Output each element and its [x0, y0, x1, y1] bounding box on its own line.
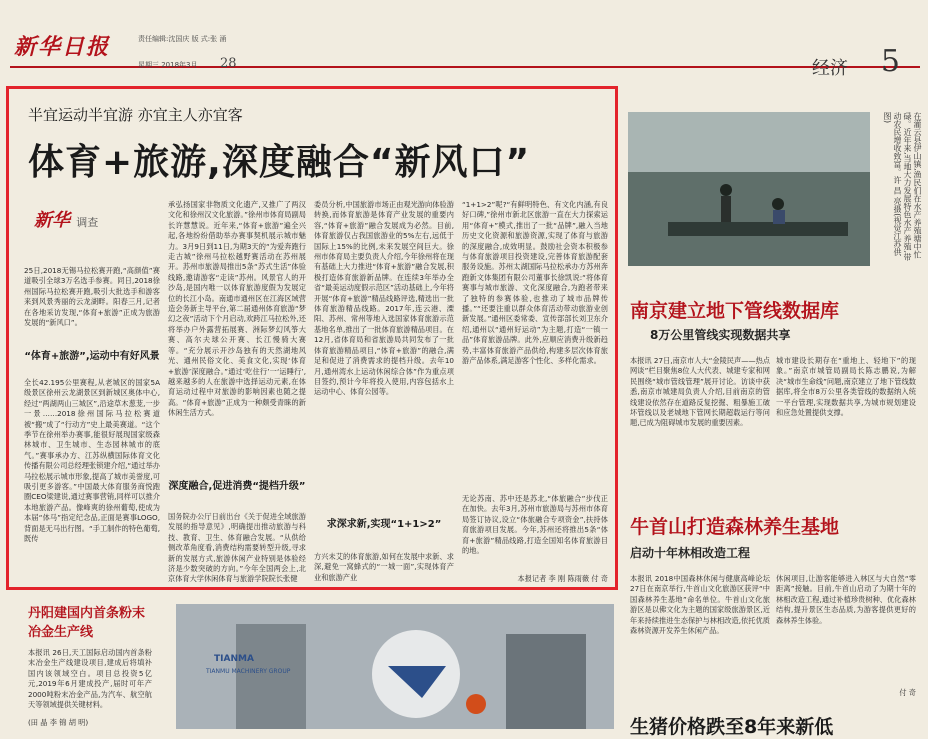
lead-kicker: 半宜运动半宜游 亦宜主人亦宜客 — [28, 106, 243, 124]
date-day: 28 — [220, 56, 237, 71]
danyang-headline: 丹阳建国内首条粉末冶金生产线 — [28, 606, 146, 640]
nanjing-pipeline-subhead: 8万公里管线实现数据共享 — [650, 328, 791, 342]
factory-logo-text: TIANMA — [214, 654, 254, 664]
lead-subhead-3: 求深求新,实现“1+1>2” — [326, 519, 442, 530]
factory-photo — [176, 604, 614, 729]
page-number: 5 — [880, 44, 900, 79]
tag-logo: 新华 — [34, 210, 70, 231]
date-line: 星期三 2018年3月 — [138, 61, 198, 69]
lead-col3-body: 委员分析,中国旅游市场正由观光游向体验游转换,而体育旅游是体育产业发展的重要内容,“体育+旅游”融合发展成为必然。目前,体育旅游仅占我国旅游业的5%左右,远低于国际上15%的比例,未来发展空间巨大。徐州市体育局主要负责人介绍,今年徐州将在现有基础上大力推进“体育+旅游”融合发展,积极打造体育旅游新品牌。在连续3年举办全省“最美运动度假示范区”活动基础上,今年将开展“体育+旅游”精品线路评选,精选出一批体育旅游精品线路。2017年,连云港、溧阳、苏州、常州等地入选国家体育旅游示范基地名单,推出了一批体育旅游精品项目。在12月,省体育局和省旅游局共同发布了一批体育旅游精品项目,“体育+旅游”的融合,满足和促进了消费需求的提档升级。去年10月,通州湾水上运动休闲综合体”作为重点项目签约,预计今年将投入使用,内容包括水上运动中心、体育公园等。 — [314, 200, 454, 397]
pig-price-headline: 生猪价格跌至8年来新低 — [630, 716, 834, 738]
lead-byline: 本报记者 李 刚 陈雨薇 付 奇 — [517, 574, 608, 583]
lead-col1-body: 全长42.195公里赛程,从老城区的国家5A级景区徐州云龙湖景区到新城区奥体中心,经过“两湖两山三城区”,沿途草木葱茏,一步一景……2018徐州国际马拉松赛道被“搬”成了“行动方”史上最美赛道。“这个季节在徐州举办赛事,能很好展现国家级森林城市、卫生城市、生态园林城市的底气。”赛事承办方、江苏纵横国际体育文化传播有限公司总经理张锁建介绍,“通过举办马拉松展示城市形象,提高了城市美誉度,可吸引更多游客。”中国最大体育服务商悦跑圈CEO梁建说,通过赛事营销,同样可以推介本地旅游产品。像峰爽的徐州葡萄,使成为本届“体马”指定纪念品,正面是赛事LOGO,背面是无马出行图。“手工制作的特色葡萄,既传 — [24, 378, 160, 544]
editor-line: 责任编辑:沈国庆 版 式:张 涌 — [138, 35, 227, 43]
lead-subhead-2: 深度融合,促进消费“提档升级” — [168, 481, 306, 492]
lead-subhead-1: “体育+旅游”,运动中有好风景 — [24, 351, 160, 362]
danyang-byline: (田 晶 李 锦 胡 明) — [28, 718, 89, 727]
lead-col2-body-b: 国务院办公厅日前出台《关于促进全域旅游发展的指导意见》,明确提出推动旅游与科技、教育、卫生、体育融合发展。“从供给侧改革角度看,消费结构需要转型升级,寻求新的发展方式,旅游休闲产业特别是体验经济是少数突破的方向。”今年全国两会上,北京体育大学休闲体育与旅游学院院长张健 — [168, 512, 306, 584]
factory-brand: TIANMU MACHINERY GROUP — [206, 668, 291, 675]
nanjing-pipeline-col-a: 本报讯 27日,南京市人大“金陵民声——热点网谈”栏目聚焦8位人大代表、城建专家和网民围绕“城市管线管理”展开讨论。访谈中获悉,南京市城建局负责人介绍,目前南京的管线建设依然存在道路反复挖掘、粗暴施工破坏管线以及老城地下管网长期超载运行等问题,已成为阻碍城市发展的重要因素。 — [630, 356, 770, 428]
nanjing-pipeline-col-b: 城市建设长期存在“重地上、轻地下”的现象。”南京市城管局副局长陈志鹏说,为解决“城市生命线”问题,南京建立了地下管线数据库,将全市8万公里各类管线的数据纳入统一平台管理,实现数据共享,为城市规划建设和应急处置提供支撑。 — [776, 356, 916, 418]
factory-illustration — [176, 604, 614, 729]
niushoushan-headline: 牛首山打造森林养生基地 — [630, 516, 840, 538]
lead-col1-intro: 25日,2018无锡马拉松赛开跑,“高颜值”赛道吸引全球3万名选手参赛。同日,2018徐州国际马拉松赛开跑,吸引大批选手和游客来到风景秀丽的云龙湖畔。阳春三月,记者在各地采访发现,“体育+旅游”正成为旅游发展的“新风口”。 — [24, 266, 160, 328]
photo-illustration — [628, 112, 870, 266]
niushoushan-byline: 付 奇 — [899, 688, 916, 697]
lead-col4-body-b: 无论苏南、苏中还是苏北,“体旅融合”步伐正在加快。去年3月,苏州市旅游局与苏州市体育局签订协议,设立“体旅融合专项资金”,扶持体育旅游项目发展。今年,苏州还将推出5条“体育+旅游”精品线路,打造全国知名体育旅游目的地。 — [462, 494, 608, 556]
fishing-photo — [628, 112, 870, 266]
newspaper-logo: 新华日报 — [14, 34, 111, 60]
photo-caption: 在灌云县伊山镇,渔民们在水产养殖塘中忙碌。近年来,当地大力发展特色水产养殖,带动农民增收致富。许 昌 亮摄(视觉江苏供图) — [883, 112, 922, 262]
niushoushan-col-a: 本报讯 2018中国森林休闲与健康高峰论坛27日在南京举行,牛首山文化旅游区获评“中国森林养生基地”命名单位。牛首山文化旅游区是以佛文化为主题的国家级旅游景区,近年来持续推进生态保护与林相改造,依托优质森林资源开发养生休闲产品。 — [630, 574, 770, 636]
lead-headline: 体育+旅游,深度融合“新风口” — [28, 142, 531, 183]
xinhua-survey-tag — [34, 206, 98, 232]
lead-col2-body: 承弘扬国家非物质文化遗产,又推广了两汉文化和徐州汉文化旅游。”徐州市体育局副局长许慧慧说。近年来,“体育+旅游”遍全兴起,各地纷纷借助举办赛事契机展示城市魅力。3月9日到11日,为期3天的“为爱奔跑行走古城”徐州马拉松越野赛活动在苏州展开。苏州市旅游局推出5条“苏式生活”体验线路,邀请游客“走读”苏州。风景官人的开沙岛,是国内唯一以体育旅游度假为发展定位的长江小岛。南通市通州区在江海区域营造会务新主导平台,第二届通州体育旅游“梦幻之夜”活动下个月启动,欢跨江马拉松外,还将举办户外露营拓展赛、洲际梦幻风筝大赛、高尔夫球公开赛、长江慢骑大赛等。“充分展示开沙岛独有的天然湖地风光、通州民俗文化、美食文化,实现‘体育+旅游’深度融合。”通过‘吃住行’一‘运睡行’,越来越多的人在旅游中选择运动元素,在体育运动过程中对旅游的影响因素也随之提高。“体育+旅游”正成为一种颇受青睐的新休闲生活方式。 — [168, 200, 306, 418]
nanjing-pipeline-headline: 南京建立地下管线数据库 — [630, 300, 840, 322]
danyang-body: 本报讯 26日,天工国际启动国内首条粉末冶金生产线建设项目,建成后将填补国内该领域空白。项目总投资5亿元,2019年6月建成投产,届时可年产2000吨粉末冶金产品,为汽车、航空航天等领域提供关键材料。 — [28, 648, 152, 710]
lead-col3-body-b: 方兴未艾的体育旅游,如何在发展中求新、求深,避免一窝蜂式的“一城一面”,实现体育产业和旅游产业 — [314, 552, 454, 582]
niushoushan-col-b: 休闲项目,让游客能够进入林区与大自然“零距离”接触。目前,牛首山启动了为期十年的林相改造工程,通过补植珍贵树种、优化森林结构,提升景区生态品质,为游客提供更好的森林养生体验。 — [776, 574, 916, 625]
lead-col4-body: “1+1>2”呢?“有鲜明特色、有文化内涵,有良好口碑,”徐州市新北区旅游一直在大力探索运用“体育+”模式,推出了一批“品牌”,融入当地历史文化资源和旅游资源,实现了体育与旅游的深度融合,成效明显。鼓励社会资本积极参与体育旅游项目投资建设,完善体育旅游配套服务设施。苏州太湖国际马拉松承办方苏州奔跑新文体集团有限公司董事长徐凯说:“将体育赛事与城市旅游、文化深度融合,为跑者带来了独特的参赛体验,也推动了城市品牌传播。”“还要注重以群众体育活动带动旅游业创新发展。”通州区委常委、宣传部部长刘卫东介绍,通州以“通州好运动”为主题,打造“一镇一品”体育旅游品牌。此外,应顺应消费升级新趋势,丰富体育旅游产品供给,构建多层次体育旅游产品体系,满足游客个性化、多样化需求。 — [462, 200, 608, 366]
tag-label: 调查 — [76, 216, 99, 229]
section-title: 经济 — [812, 58, 848, 79]
niushoushan-subhead: 启动十年林相改造工程 — [630, 546, 751, 560]
